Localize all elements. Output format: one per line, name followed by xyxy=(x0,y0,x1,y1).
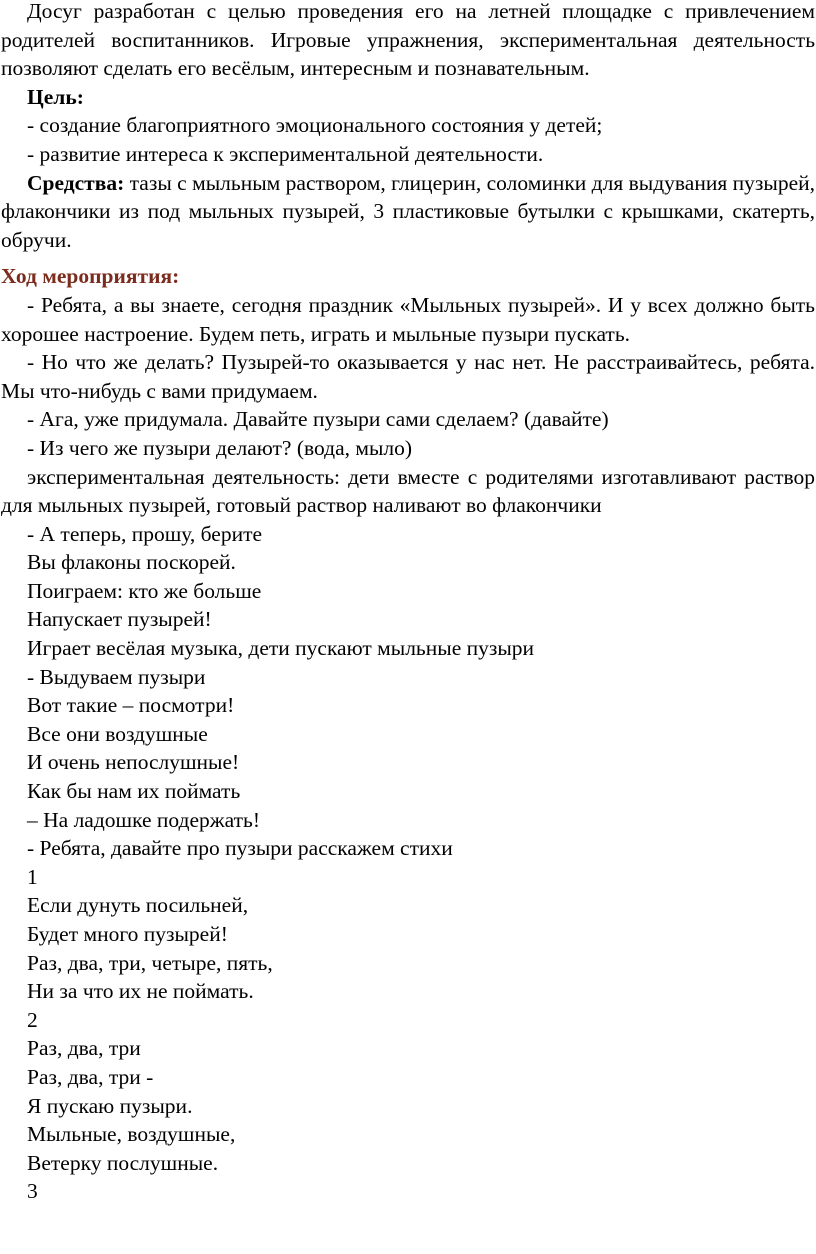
speech-paragraph: - Ребята, а вы знаете, сегодня праздник «Мыльных пузырей». И у всех должно быть хорошее настроение. Будем петь, играть и мыльные пузыри пускать. xyxy=(1,292,815,346)
verse-line: Ветерку послушные. xyxy=(27,1150,219,1175)
verse-line: Если дунуть посильней, xyxy=(27,893,249,918)
speech-line: - Ага, уже придумала. Давайте пузыри сами сделаем? (давайте) xyxy=(27,407,609,432)
verse-line: Раз, два, три xyxy=(27,1036,141,1061)
intro-paragraph: Досуг разработан с целью проведения его на летней площадке с привлечением родителей воспитанников. Игровые упражнения, экспериментальная деятельность позволяют сделать его весёлым, интересным и познавательным. xyxy=(1,0,815,81)
experiment-paragraph: экспериментальная деятельность: дети вместе с родителями изготавливают раствор для мыльных пузырей, готовый раствор наливают во флакончики xyxy=(1,464,815,518)
means-text: тазы с мыльным раствором, глицерин, соломинки для выдувания пузырей, флакончики из под мыльных пузырей, 3 пластиковые бутылки с крышками, скатерть, обручи. xyxy=(1,170,815,252)
verse-line: Напускает пузырей! xyxy=(27,607,212,632)
verse-line: Поиграем: кто же больше xyxy=(27,578,262,603)
verse-line: Раз, два, три - xyxy=(27,1064,154,1089)
verse-line: Вы флаконы поскорей. xyxy=(27,550,236,575)
verse-line: – На ладошке подержать! xyxy=(27,807,260,832)
goal-label: Цель: xyxy=(27,84,84,109)
verse-line: Мыльные, воздушные, xyxy=(27,1122,236,1147)
speech-paragraph: - Но что же делать? Пузырей-то оказывается у нас нет. Не расстраивайтесь, ребята. Мы что-нибудь с вами придумаем. xyxy=(1,350,815,403)
verse-line: Я пускаю пузыри. xyxy=(27,1093,193,1118)
poem-number: 1 xyxy=(27,864,38,889)
poem-number: 3 xyxy=(27,1179,38,1204)
verse-line: И очень непослушные! xyxy=(27,750,240,775)
means-label: Средства: xyxy=(27,170,125,195)
poem-number: 2 xyxy=(27,1007,38,1032)
verse-line: Ни за что их не поймать. xyxy=(27,979,254,1004)
verse-line: Вот такие – посмотри! xyxy=(27,693,235,718)
stage-direction: Играет весёлая музыка, дети пускают мыльные пузыри xyxy=(27,636,535,661)
section-spacer xyxy=(1,254,815,262)
goal-item: - создание благоприятного эмоционального состояния у детей; xyxy=(27,113,603,138)
goal-label-line xyxy=(1,83,815,112)
speech-line: - Из чего же пузыри делают? (вода, мыло) xyxy=(27,435,413,460)
verse-line: Раз, два, три, четыре, пять, xyxy=(27,950,273,975)
verse-line: Все они воздушные xyxy=(27,721,208,746)
progress-heading: Ход мероприятия: xyxy=(1,264,180,289)
verse-line: Как бы нам их поймать xyxy=(27,779,241,804)
goal-item: - развитие интереса к экспериментальной деятельности. xyxy=(27,141,544,166)
speech-line: - Ребята, давайте про пузыри расскажем стихи xyxy=(27,836,453,861)
means-paragraph xyxy=(1,169,815,255)
verse-line: - А теперь, прошу, берите xyxy=(27,521,263,546)
verse-line: - Выдуваем пузыри xyxy=(27,664,206,689)
verse-line: Будет много пузырей! xyxy=(27,922,228,946)
